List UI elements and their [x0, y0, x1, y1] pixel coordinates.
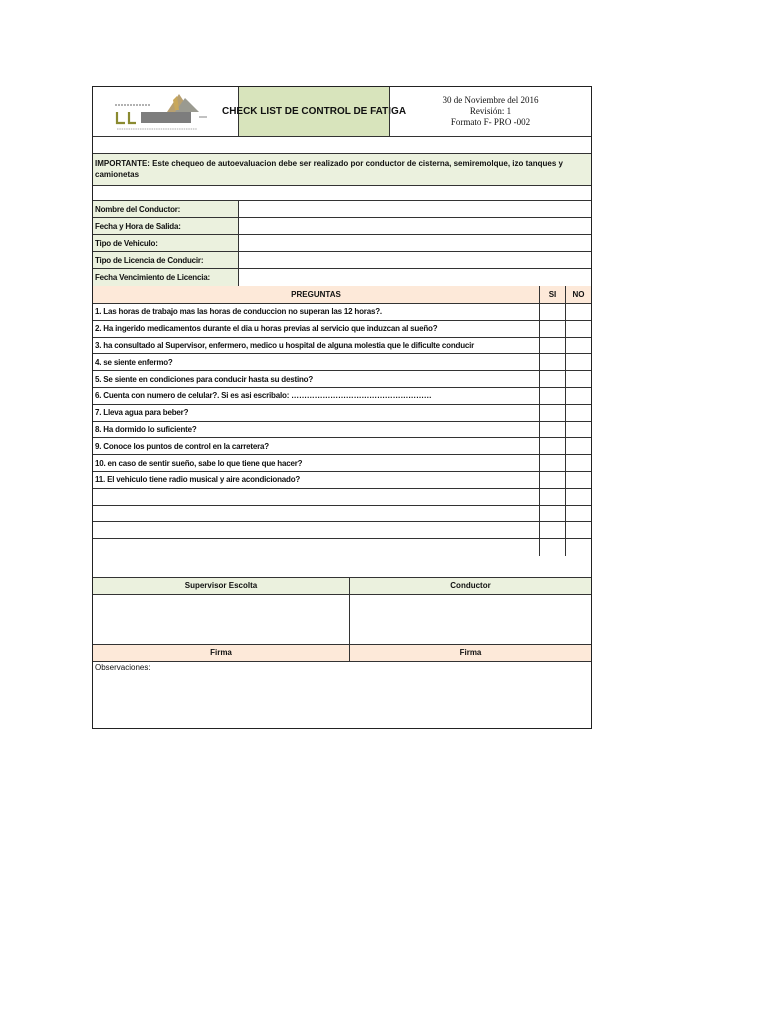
no-checkbox-cell[interactable] — [565, 472, 591, 488]
driver-field-row — [93, 269, 591, 286]
yes-checkbox-cell[interactable] — [539, 455, 565, 471]
driver-field-row — [93, 252, 591, 269]
document-info — [389, 87, 591, 136]
question-text — [93, 522, 539, 538]
question-row — [93, 506, 591, 523]
field-label: Fecha Vencimiento de Licencia: — [93, 269, 238, 286]
driver-signature-label: Firma — [349, 645, 591, 661]
field-label: Tipo de Vehiculo: — [93, 235, 238, 251]
supervisor-header: Supervisor Escolta — [184, 581, 258, 591]
question-row — [93, 371, 591, 388]
question-row — [93, 388, 591, 405]
question-text — [93, 506, 539, 522]
blank-row — [93, 186, 591, 201]
question-row — [93, 321, 591, 338]
signature-boxes-row — [93, 595, 591, 645]
question-row — [93, 522, 591, 539]
no-checkbox-cell[interactable] — [565, 422, 591, 438]
question-text — [93, 489, 539, 505]
question-text: 11. El vehiculo tiene radio musical y aire acondicionado? — [95, 475, 301, 485]
no-checkbox-cell[interactable] — [565, 371, 591, 387]
question-row — [93, 489, 591, 506]
blank-row — [93, 556, 591, 578]
question-text: 7. Lleva agua para beber? — [95, 408, 189, 418]
question-text: 4. se siente enfermo? — [95, 357, 173, 367]
question-text: 2. Ha ingerido medicamentos durante el dia u horas previas al servicio que induzcan al sueño? — [95, 324, 438, 334]
yes-checkbox-cell[interactable] — [539, 522, 565, 538]
yes-checkbox-cell[interactable] — [539, 472, 565, 488]
yes-checkbox-cell[interactable] — [539, 304, 565, 320]
observations-row[interactable] — [93, 662, 591, 728]
observations-label: Observaciones: — [95, 662, 151, 672]
no-checkbox-cell[interactable] — [565, 438, 591, 454]
no-checkbox-cell[interactable] — [565, 539, 591, 556]
no-checkbox-cell[interactable] — [565, 522, 591, 538]
blank-row — [93, 137, 591, 154]
question-row — [93, 455, 591, 472]
no-checkbox-cell[interactable] — [565, 405, 591, 421]
question-text: 1. Las horas de trabajo mas las horas de conduccion no superan las 12 horas?. — [95, 307, 382, 317]
yes-column-header: SI — [539, 286, 565, 303]
no-checkbox-cell[interactable] — [565, 489, 591, 505]
no-checkbox-cell[interactable] — [565, 338, 591, 354]
question-text: 8. Ha dormido lo suficiente? — [95, 424, 197, 434]
no-column-header: NO — [565, 286, 591, 303]
yes-checkbox-cell[interactable] — [539, 405, 565, 421]
signature-header-row — [93, 578, 591, 595]
question-row — [93, 472, 591, 489]
no-checkbox-cell[interactable] — [565, 321, 591, 337]
no-checkbox-cell[interactable] — [565, 304, 591, 320]
question-row — [93, 304, 591, 321]
question-text: 9. Conoce los puntos de control en la carretera? — [95, 441, 269, 451]
form-header — [93, 87, 591, 137]
field-label: Tipo de Licencia de Conducir: — [93, 252, 238, 268]
driver-header: Conductor — [349, 578, 591, 594]
field-input[interactable] — [238, 252, 591, 268]
document-revision: Revisión: 1 — [469, 106, 512, 116]
driver-field-row — [93, 235, 591, 252]
field-input[interactable] — [238, 218, 591, 234]
document-date: 30 de Noviembre del 2016 — [442, 95, 539, 105]
form-title: CHECK LIST DE CONTROL DE FATIGA — [238, 87, 389, 136]
yes-checkbox-cell[interactable] — [539, 422, 565, 438]
signature-label-row — [93, 645, 591, 662]
document-format-code: Formato F- PRO -002 — [450, 117, 531, 127]
questions-header: PREGUNTAS — [291, 290, 341, 299]
important-notice-row — [93, 154, 591, 186]
field-input[interactable] — [238, 201, 591, 217]
no-checkbox-cell[interactable] — [565, 354, 591, 370]
supervisor-signature-box[interactable] — [93, 595, 349, 644]
fatigue-checklist-form — [92, 86, 592, 729]
important-notice: IMPORTANTE: Este chequeo de autoevaluacion debe ser realizado por conductor de cisterna, semiremolque, izo tanques y camionetas — [95, 159, 563, 179]
yes-checkbox-cell[interactable] — [539, 506, 565, 522]
no-checkbox-cell[interactable] — [565, 455, 591, 471]
el-progreso-logo-icon — [95, 88, 235, 136]
question-text: 5. Se siente en condiciones para conducir hasta su destino? — [95, 374, 314, 384]
question-row — [93, 338, 591, 355]
field-input[interactable] — [238, 235, 591, 251]
no-checkbox-cell[interactable] — [565, 506, 591, 522]
field-label: Nombre del Conductor: — [93, 201, 238, 217]
no-checkbox-cell[interactable] — [565, 388, 591, 404]
questions-header-row — [93, 286, 591, 304]
question-row — [93, 438, 591, 455]
field-label: Fecha y Hora de Salida: — [93, 218, 238, 234]
question-text: 6. Cuenta con numero de celular?. Si es asi escribalo: ……………………………………………… — [95, 391, 432, 401]
yes-checkbox-cell[interactable] — [539, 388, 565, 404]
question-text: 10. en caso de sentir sueño, sabe lo que tiene que hacer? — [95, 458, 303, 468]
question-text — [93, 539, 539, 556]
yes-checkbox-cell[interactable] — [539, 354, 565, 370]
yes-checkbox-cell[interactable] — [539, 489, 565, 505]
yes-checkbox-cell[interactable] — [539, 539, 565, 556]
yes-checkbox-cell[interactable] — [539, 338, 565, 354]
yes-checkbox-cell[interactable] — [539, 371, 565, 387]
question-row — [93, 354, 591, 371]
supervisor-signature-label: Firma — [210, 648, 232, 658]
yes-checkbox-cell[interactable] — [539, 438, 565, 454]
company-logo — [93, 87, 238, 136]
driver-signature-box[interactable] — [349, 595, 591, 644]
yes-checkbox-cell[interactable] — [539, 321, 565, 337]
driver-field-row — [93, 218, 591, 235]
question-text: 3. ha consultado al Supervisor, enfermero, medico u hospital de alguna molestia que le dificulte conducir — [95, 340, 475, 350]
driver-field-row — [93, 201, 591, 218]
question-row — [93, 405, 591, 422]
field-input[interactable] — [238, 269, 591, 286]
question-row — [93, 539, 591, 556]
question-row — [93, 422, 591, 439]
